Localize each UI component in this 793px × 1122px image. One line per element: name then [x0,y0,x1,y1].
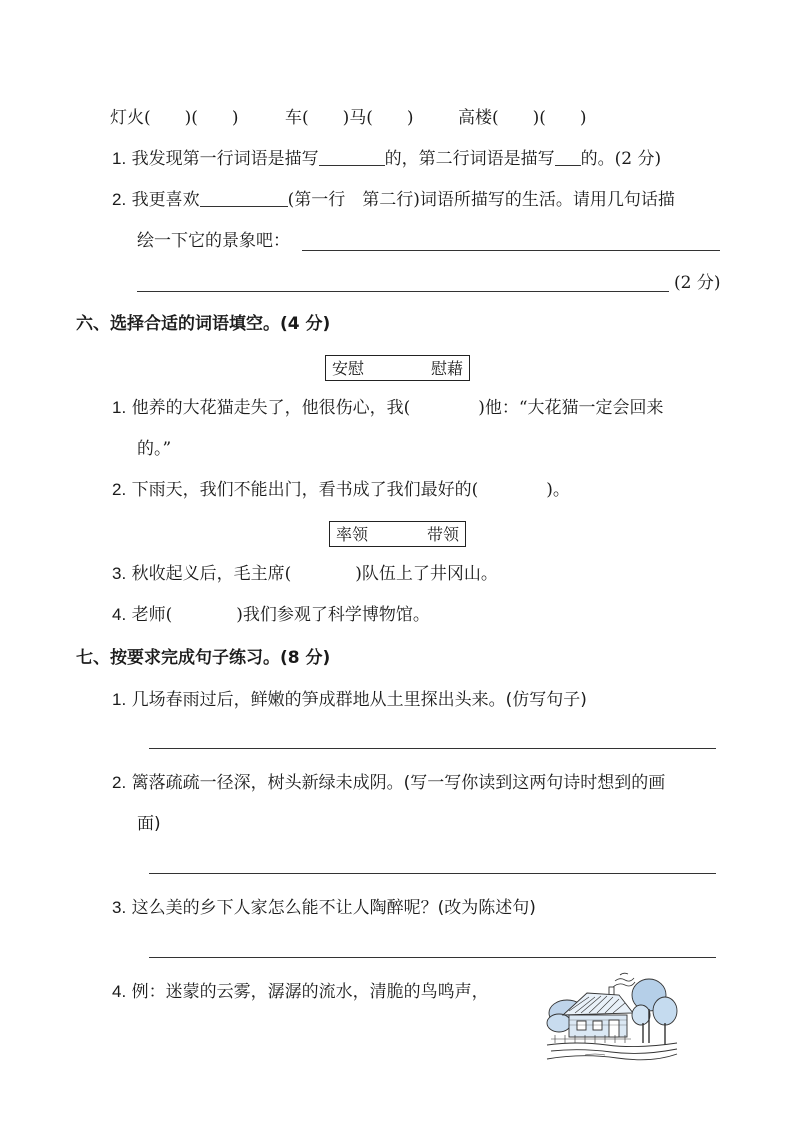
question-text: 的。” [137,439,172,459]
fill-blank[interactable] [200,188,288,207]
section-7-title: 七、按要求完成句子练习。(8 分) [76,648,331,668]
village-illustration [545,965,680,1063]
question-number: 2. [112,480,127,499]
question-hint: (改为陈述句) [437,898,536,918]
question-text: 下雨天，我们不能出门，看书成了我们最好的( [131,480,479,500]
question-number: 4. [112,605,127,624]
word-option: 带领 [426,525,459,544]
question-text: 几场春雨过后，鲜嫩的笋成群地从土里探出头来。 [131,690,506,710]
sec6-question-1 [112,396,664,420]
question-number: 3. [112,564,127,583]
sec7-question-2 [112,771,665,795]
answer-line[interactable] [149,748,716,749]
question-number: 1. [112,398,127,417]
question-number: 2. [112,773,127,792]
sec6-question-3 [112,562,498,586]
question-text: )我们参观了科学博物馆。 [236,605,430,625]
word-option: 慰藉 [430,359,463,378]
question-text: 的，第二行词语是描写 [384,149,555,169]
sec6-question-4 [112,603,430,627]
question-number: 1. [112,690,127,709]
word-option: 安慰 [332,359,365,378]
question-text: 秋收起义后，毛主席( [131,564,292,584]
question-text: 他养的大花猫走失了，他很伤心，我( [131,398,411,418]
question-hint: 面) [137,814,161,834]
answer-line[interactable] [302,250,720,251]
sec6-question-2 [112,478,570,502]
word-option: 率领 [336,525,369,544]
question-text: 我更喜欢 [131,190,200,210]
section-6-title: 六、选择合适的词语填空。(4 分) [76,314,331,334]
word-group-3: 高楼( )( ) [458,108,587,128]
question-text: (第一行 第二行)词语所描写的生活。请用几句话描 [287,190,675,210]
question-number: 1. [112,149,127,168]
question-text: 的。(2 分) [580,149,662,169]
answer-line[interactable] [149,873,716,874]
sec6-question-1-continued [137,437,171,461]
question-number: 2. [112,190,127,209]
sec7-question-3 [112,896,536,920]
question-text: )队伍上了井冈山。 [355,564,498,584]
sec5-question-2 [112,188,675,212]
question-number: 4. [112,982,127,1001]
question-text: 例：迷蒙的云雾，潺潺的流水，清脆的鸟鸣声， [131,982,489,1002]
word-choice-box-1 [325,355,470,381]
sec5-question-1 [112,147,661,171]
question-text: 我发现第一行词语是描写 [131,149,319,169]
sec7-question-2-continued [137,812,161,836]
question-text: )。 [546,480,570,500]
question-text: 篱落疏疏一径深，树头新绿未成阴。 [131,773,404,793]
question-text: )他：“大花猫一定会回来 [478,398,664,418]
word-group-2: 车( )马( ) [285,108,414,128]
sec5-question-2-continued [137,229,290,253]
sec7-question-4 [112,980,489,1004]
word-choice-box-2 [329,521,466,547]
word-group-1: 灯火( )( ) [110,108,239,128]
question-text: 老师( [131,605,173,625]
answer-line[interactable] [149,957,716,958]
fill-blank[interactable] [319,147,385,166]
answer-line[interactable] [137,291,669,292]
question-number: 3. [112,898,127,917]
question-text: 绘一下它的景象吧： [137,231,290,251]
question-hint: (仿写句子) [505,690,587,710]
question-text: 这么美的乡下人家怎么能不让人陶醉呢？ [131,898,438,918]
score-label: (2 分) [674,273,721,293]
sec7-question-1 [112,688,587,712]
question-hint: (写一写你读到这两句诗时想到的画 [403,773,666,793]
fill-blank[interactable] [555,147,581,166]
